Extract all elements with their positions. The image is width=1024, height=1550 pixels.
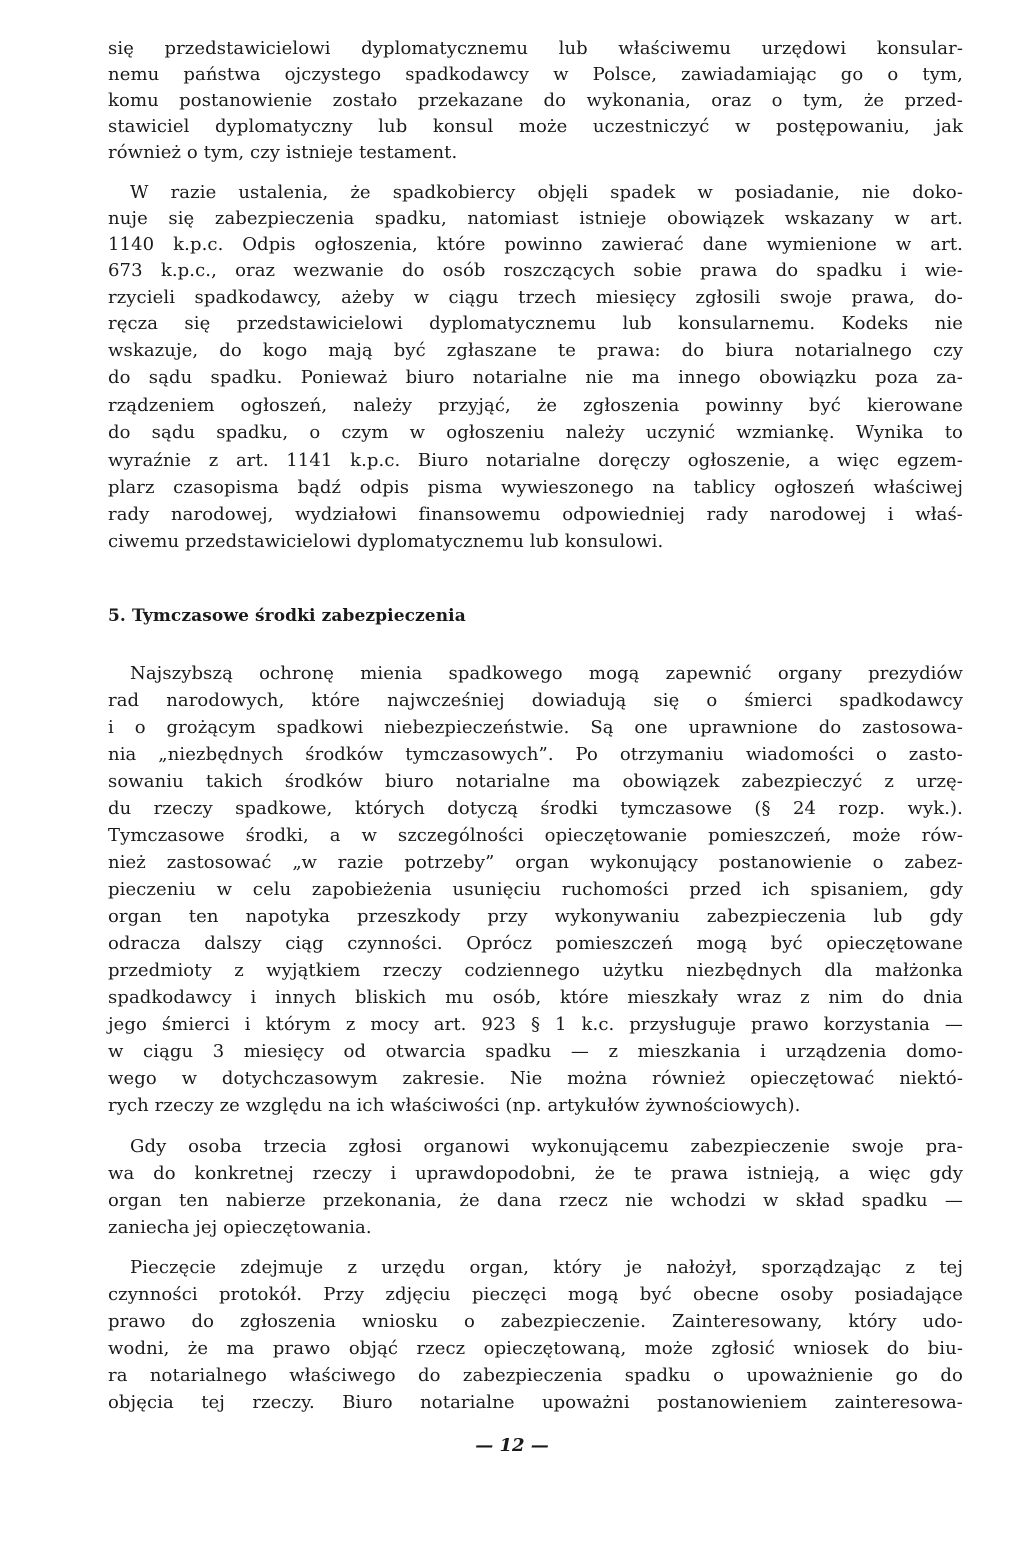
text-line: rad narodowych, które najwcześniej dowiadują się o śmierci spadkodawcy xyxy=(108,690,963,711)
text-line: spadkodawcy i innych bliskich mu osób, które mieszkały wraz z nim do dnia xyxy=(108,987,963,1008)
text-line: wyraźnie z art. 1141 k.p.c. Biuro notarialne doręczy ogłoszenie, a więc egzem- xyxy=(108,450,963,471)
text-line: wskazuje, do kogo mają być zgłaszane te prawa: do biura notarialnego czy xyxy=(108,340,963,361)
text-line: ra notarialnego właściwego do zabezpieczenia spadku o upoważnienie go do xyxy=(108,1365,963,1386)
page-number: — 12 — xyxy=(475,1435,549,1456)
text-line: przedmioty z wyjątkiem rzeczy codziennego użytku niezbędnych dla małżonka xyxy=(108,960,963,981)
text-line: W razie ustalenia, że spadkobiercy objęli spadek w posiadanie, nie doko- xyxy=(130,182,963,203)
text-line: nia „niezbędnych środków tymczasowych”. Po otrzymaniu wiadomości o zasto- xyxy=(108,744,963,765)
text-line: wodni, że ma prawo objąć rzecz opieczętowaną, może zgłosić wniosek do biu- xyxy=(108,1338,963,1359)
text-line: do sądu spadku. Ponieważ biuro notarialne nie ma innego obowiązku poza za- xyxy=(108,367,963,388)
text-line: zaniecha jej opieczętowania. xyxy=(108,1217,372,1238)
text-line: nież zastosować „w razie potrzeby” organ wykonujący postanowienie o zabez- xyxy=(108,852,963,873)
text-line: rzycieli spadkodawcy, ażeby w ciągu trzech miesięcy zgłosili swoje prawa, do- xyxy=(108,287,963,308)
text-line: plarz czasopisma bądź odpis pisma wywieszonego na tablicy ogłoszeń właściwej xyxy=(108,477,963,498)
text-line: w ciągu 3 miesięcy od otwarcia spadku — z mieszkania i urządzenia domo- xyxy=(108,1041,963,1062)
text-line: i o grożącym spadkowi niebezpieczeństwie. Są one uprawnione do zastosowa- xyxy=(108,717,963,738)
text-line: rady narodowej, wydziałowi finansowemu odpowiedniej rady narodowej i właś- xyxy=(108,504,963,525)
text-line: ciwemu przedstawicielowi dyplomatycznemu lub konsulowi. xyxy=(108,531,664,552)
text-line: prawo do zgłoszenia wniosku o zabezpieczenie. Zainteresowany, który udo- xyxy=(108,1311,963,1332)
text-line: objęcia tej rzeczy. Biuro notarialne upoważni postanowieniem zainteresowa- xyxy=(108,1392,963,1413)
text-line: jego śmierci i którym z mocy art. 923 § 1 k.c. przysługuje prawo korzystania — xyxy=(108,1014,963,1035)
text-line: rządzeniem ogłoszeń, należy przyjąć, że zgłoszenia powinny być kierowane xyxy=(108,395,963,416)
text-line: odracza dalszy ciąg czynności. Oprócz pomieszczeń mogą być opieczętowane xyxy=(108,933,963,954)
text-line: organ ten napotyka przeszkody przy wykonywaniu zabezpieczenia lub gdy xyxy=(108,906,963,927)
text-line: nemu państwa ojczystego spadkodawcy w Polsce, zawiadamiając go o tym, xyxy=(108,64,963,85)
text-line: się przedstawicielowi dyplomatycznemu lub właściwemu urzędowi konsular- xyxy=(108,38,963,59)
text-line: wego w dotychczasowym zakresie. Nie można również opieczętować niektó- xyxy=(108,1068,963,1089)
text-line: 673 k.p.c., oraz wezwanie do osób roszczących sobie prawa do spadku i wie- xyxy=(108,260,963,281)
text-line: Pieczęcie zdejmuje z urzędu organ, który je nałożył, sporządzając z tej xyxy=(130,1257,963,1278)
text-line: rych rzeczy ze względu na ich właściwości (np. artykułów żywnościowych). xyxy=(108,1095,801,1116)
text-line: Gdy osoba trzecia zgłosi organowi wykonującemu zabezpieczenie swoje pra- xyxy=(130,1136,963,1157)
text-line: stawiciel dyplomatyczny lub konsul może uczestniczyć w postępowaniu, jak xyxy=(108,116,963,137)
text-line: pieczeniu w celu zapobieżenia usunięciu ruchomości przed ich spisaniem, gdy xyxy=(108,879,963,900)
text-line: do sądu spadku, o czym w ogłoszeniu należy uczynić wzmiankę. Wynika to xyxy=(108,422,963,443)
text-line: organ ten nabierze przekonania, że dana rzecz nie wchodzi w skład spadku — xyxy=(108,1190,963,1211)
text-line: komu postanowienie zostało przekazane do wykonania, oraz o tym, że przed- xyxy=(108,90,963,111)
text-line: również o tym, czy istnieje testament. xyxy=(108,142,458,163)
text-line: nuje się zabezpieczenia spadku, natomiast istnieje obowiązek wskazany w art. xyxy=(108,208,963,229)
text-line: du rzeczy spadkowe, których dotyczą środki tymczasowe (§ 24 rozp. wyk.). xyxy=(108,798,963,819)
text-line: 1140 k.p.c. Odpis ogłoszenia, które powinno zawierać dane wymienione w art. xyxy=(108,234,963,255)
text-line: czynności protokół. Przy zdjęciu pieczęci mogą być obecne osoby posiadające xyxy=(108,1284,963,1305)
text-line: sowaniu takich środków biuro notarialne ma obowiązek zabezpieczyć z urzę- xyxy=(108,771,963,792)
section-heading: 5. Tymczasowe środki zabezpieczenia xyxy=(108,606,466,626)
text-line: Tymczasowe środki, a w szczególności opieczętowanie pomieszczeń, może rów- xyxy=(108,825,963,846)
text-line: wa do konkretnej rzeczy i uprawdopodobni, że te prawa istnieją, a więc gdy xyxy=(108,1163,963,1184)
text-line: Najszybszą ochronę mienia spadkowego mogą zapewnić organy prezydiów xyxy=(130,663,963,684)
text-line: ręcza się przedstawicielowi dyplomatycznemu lub konsularnemu. Kodeks nie xyxy=(108,313,963,334)
